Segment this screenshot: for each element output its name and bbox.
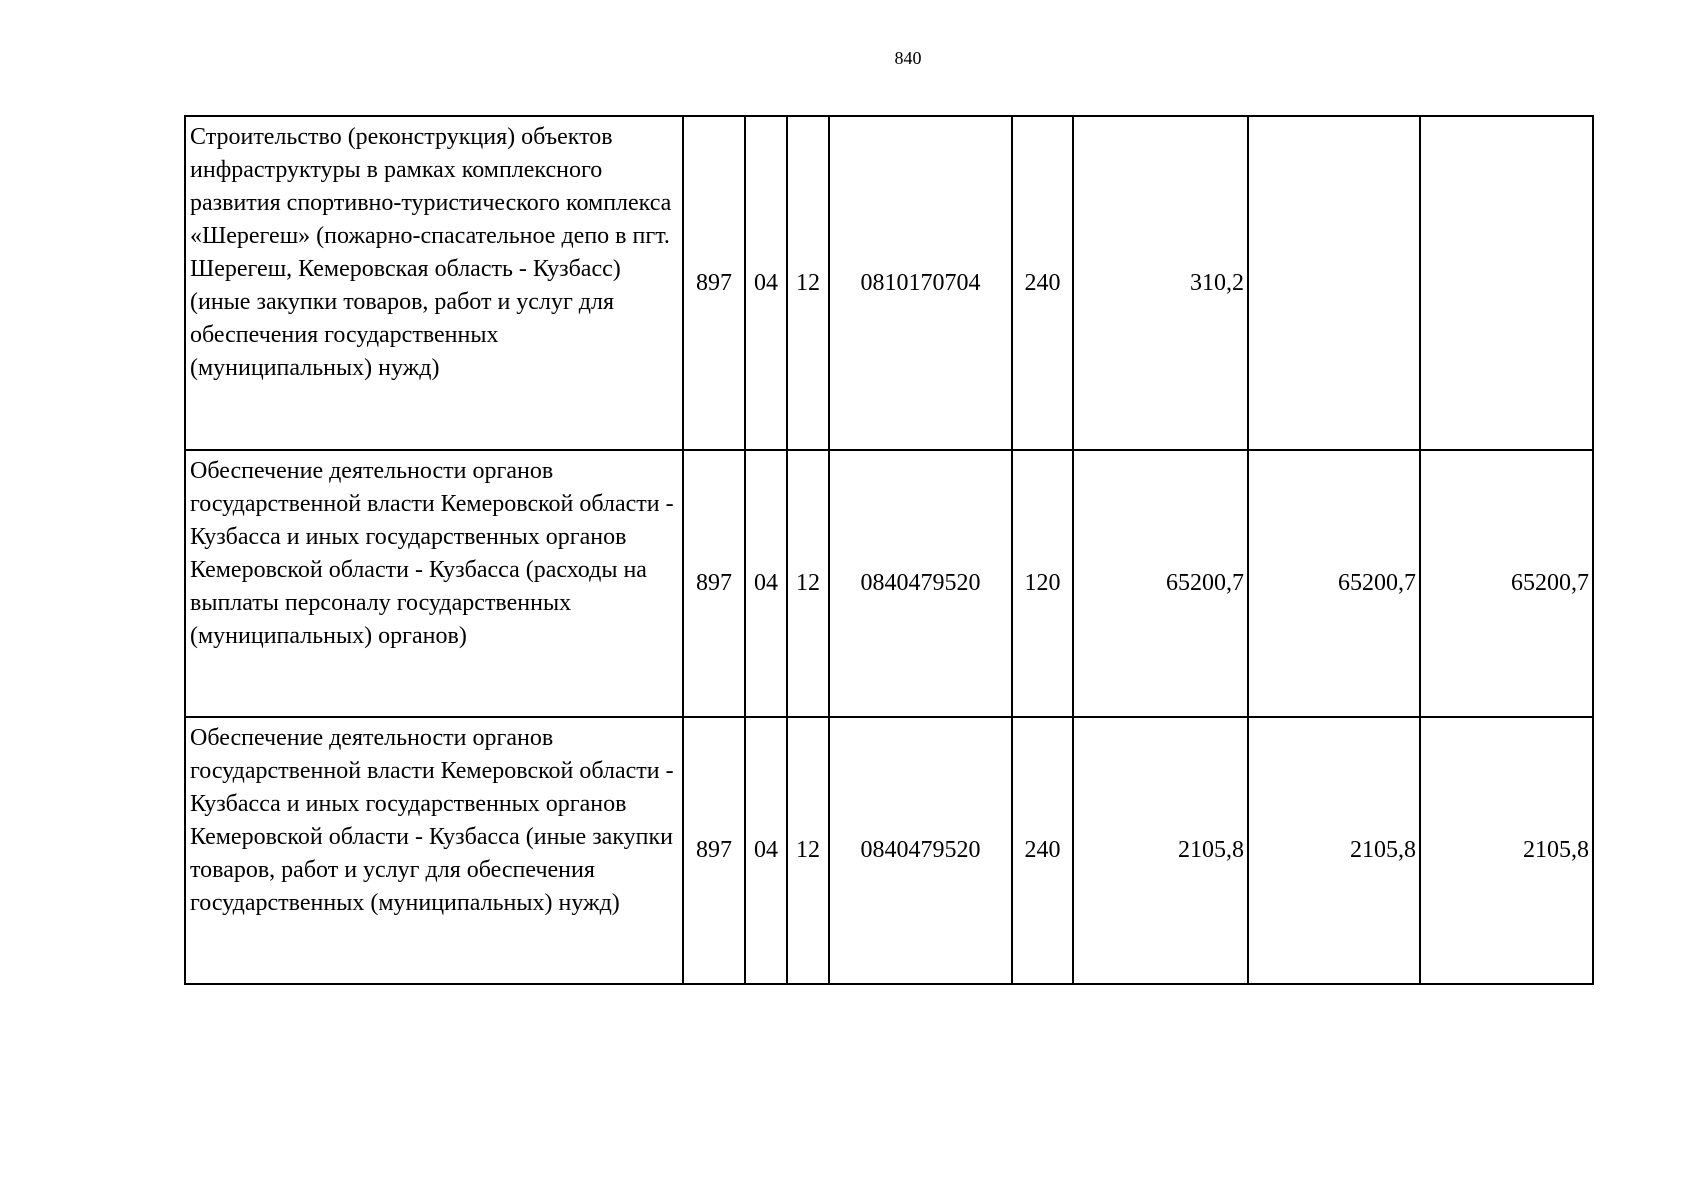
subsection-code: 12 — [787, 450, 829, 717]
section-code: 04 — [745, 116, 787, 450]
amount-year-3: 65200,7 — [1420, 450, 1593, 717]
page-number: 840 — [894, 48, 922, 68]
row-description: Обеспечение деятельности органов государственной власти Кемеровской области - Кузбасса и иных государственных органов Кемеровской области - Кузбасса (иные закупки товаров, работ и услуг для обеспечения государственных (муниципальных) нужд) — [185, 717, 683, 984]
expense-type-code: 240 — [1012, 717, 1073, 984]
target-article-code: 0840479520 — [829, 450, 1012, 717]
amount-year-2 — [1248, 116, 1420, 450]
target-article-code: 0810170704 — [829, 116, 1012, 450]
table-row — [185, 450, 1593, 717]
amount-year-1: 2105,8 — [1073, 717, 1248, 984]
row-description: Обеспечение деятельности органов государственной власти Кемеровской области - Кузбасса и иных государственных органов Кемеровской области - Кузбасса (расходы на выплаты персоналу государственных (муниципальных) органов) — [185, 450, 683, 717]
ministry-code: 897 — [683, 116, 745, 450]
amount-year-1: 310,2 — [1073, 116, 1248, 450]
table-row — [185, 116, 1593, 450]
amount-year-3 — [1420, 116, 1593, 450]
subsection-code: 12 — [787, 116, 829, 450]
budget-table — [184, 115, 1594, 985]
ministry-code: 897 — [683, 450, 745, 717]
amount-year-1: 65200,7 — [1073, 450, 1248, 717]
row-description: Строительство (реконструкция) объектов инфраструктуры в рамках комплексного развития спортивно-туристического комплекса «Шерегеш» (пожарно-спасательное депо в пгт. Шерегеш, Кемеровская область - Кузбасс) (иные закупки товаров, работ и услуг для обеспечения государственных (муниципальных) нужд) — [185, 116, 683, 450]
amount-year-3: 2105,8 — [1420, 717, 1593, 984]
target-article-code: 0840479520 — [829, 717, 1012, 984]
expense-type-code: 240 — [1012, 116, 1073, 450]
section-code: 04 — [745, 717, 787, 984]
table-row — [185, 717, 1593, 984]
amount-year-2: 65200,7 — [1248, 450, 1420, 717]
ministry-code: 897 — [683, 717, 745, 984]
subsection-code: 12 — [787, 717, 829, 984]
amount-year-2: 2105,8 — [1248, 717, 1420, 984]
section-code: 04 — [745, 450, 787, 717]
expense-type-code: 120 — [1012, 450, 1073, 717]
